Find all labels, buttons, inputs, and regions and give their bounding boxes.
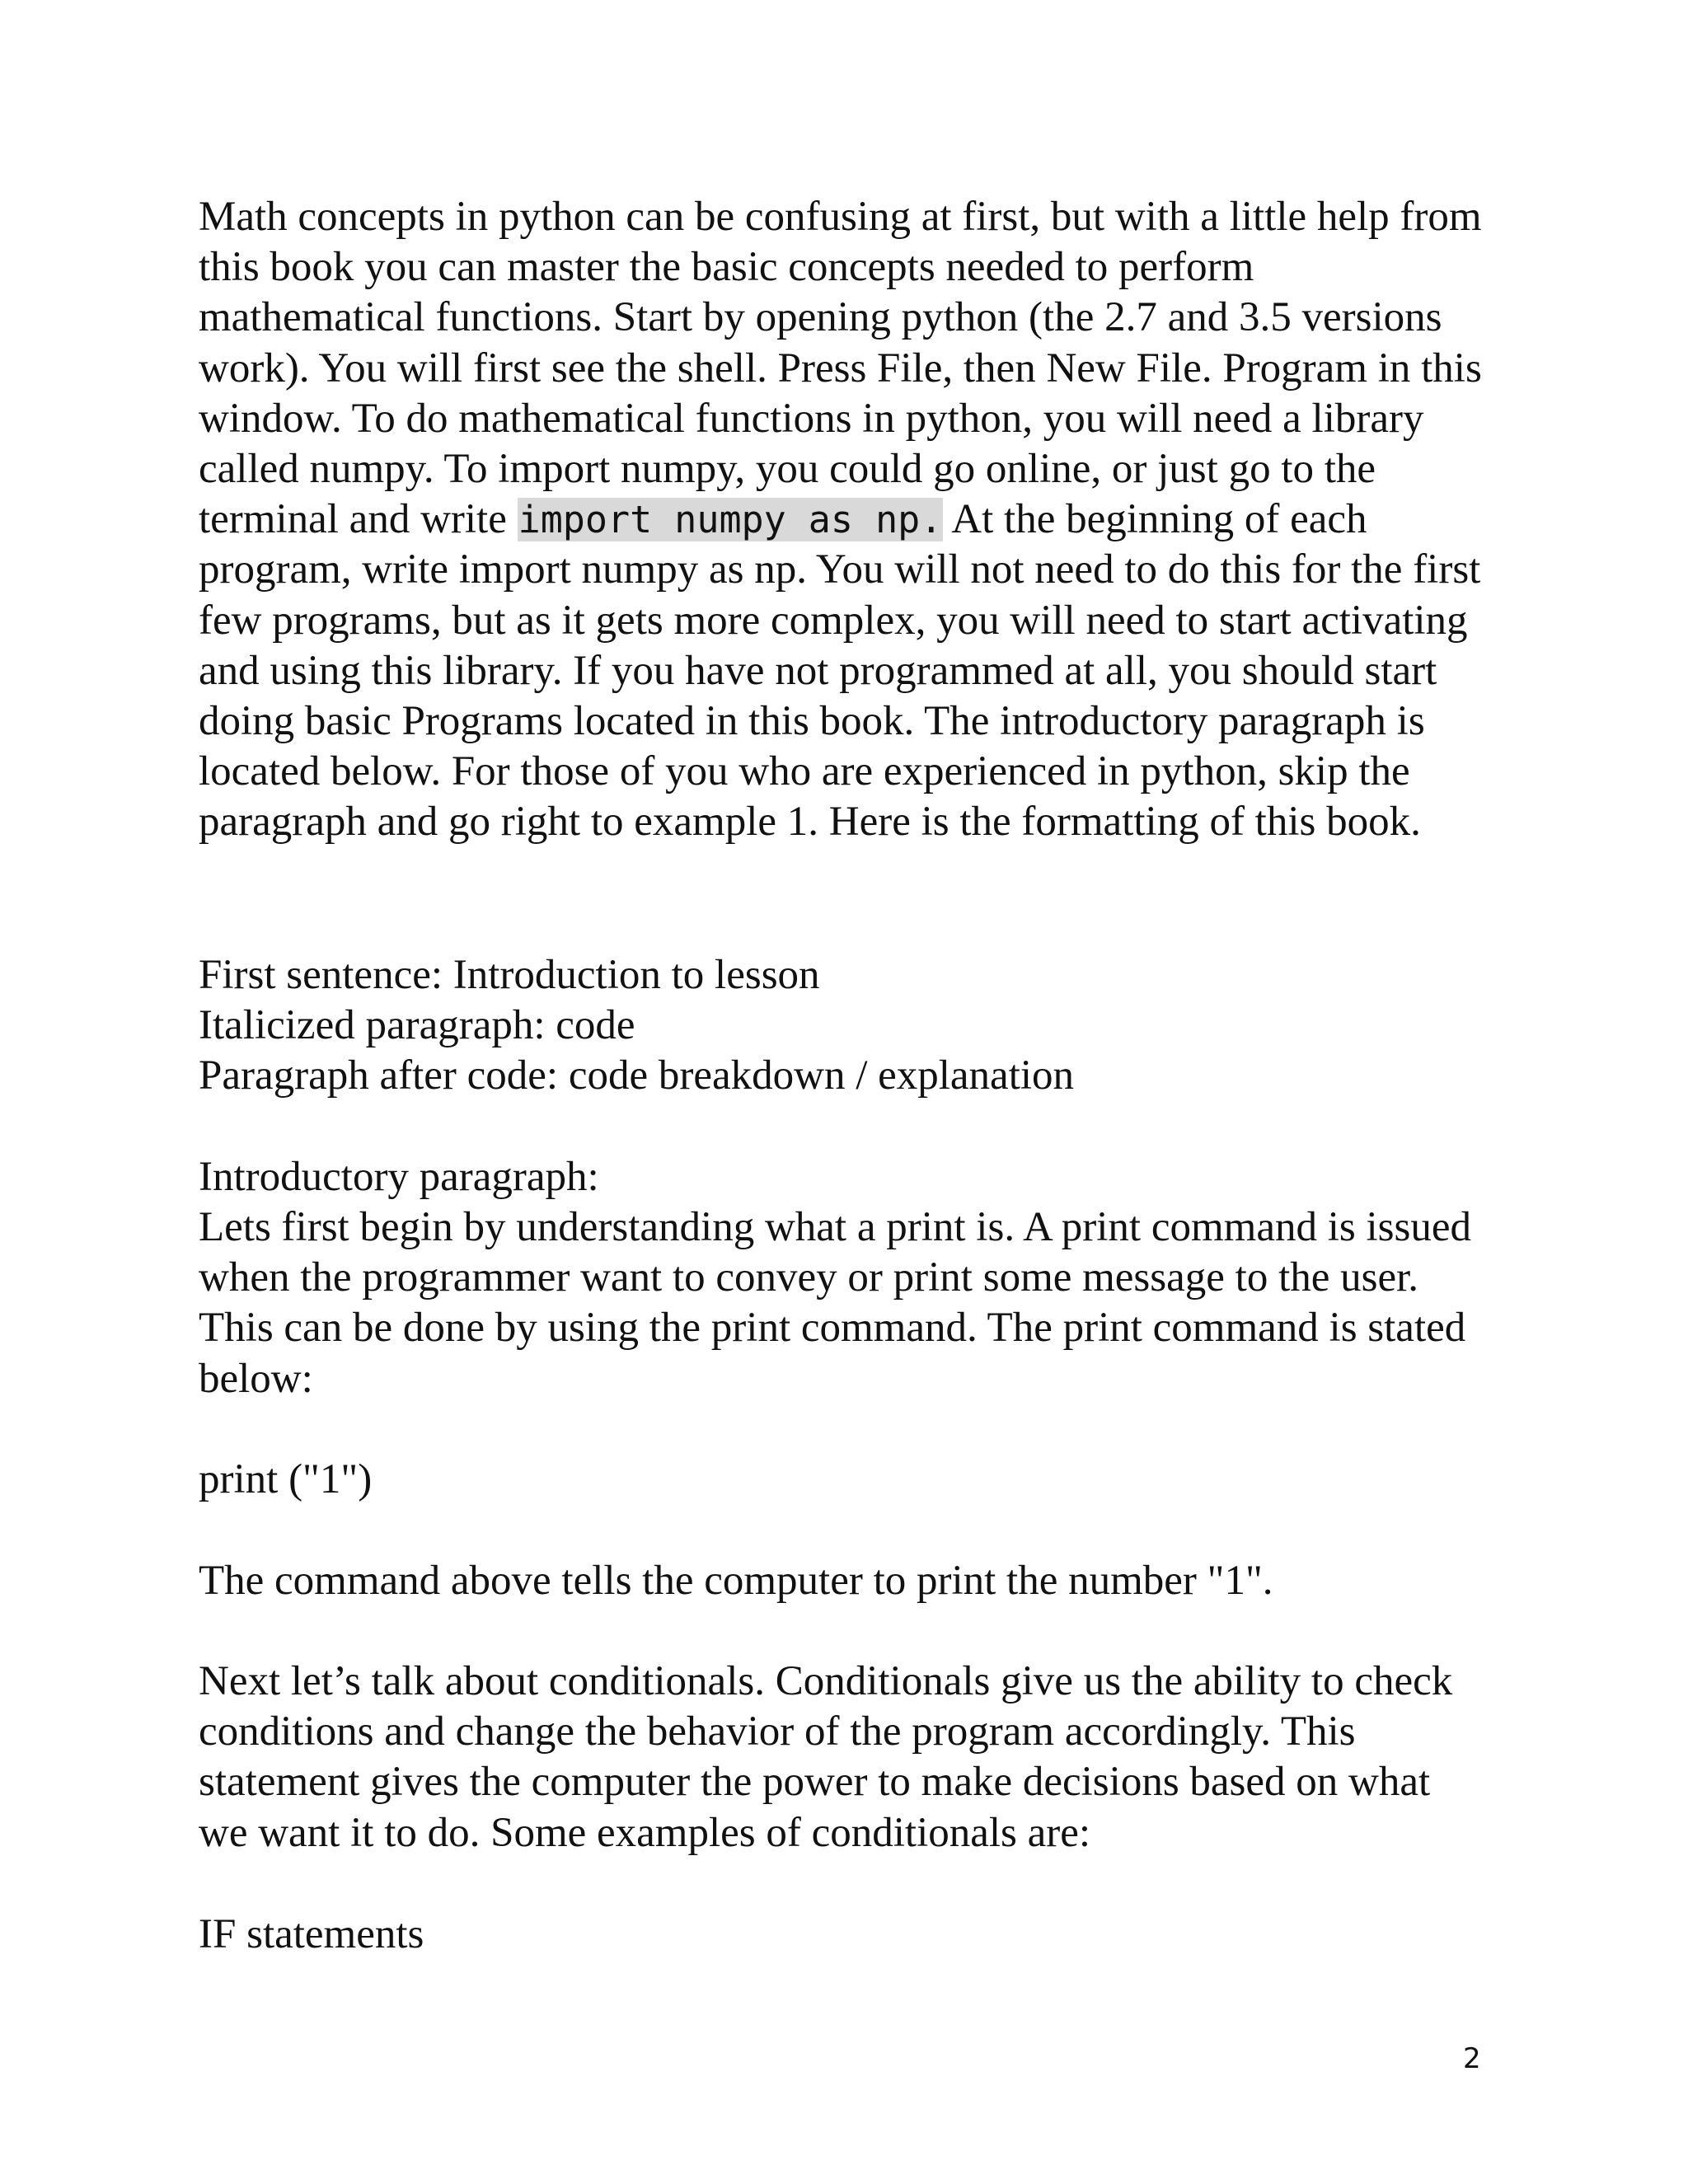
intro-text-after-code: At the beginning of each program, write import numpy as np. You will not need to do this for the first few programs, but as it gets more complex, you will need to start activating and using this library. If you have not programmed at all, you should start doing basic Programs located in this book. The introductory paragraph is located below. For those of you who are experienced in python, skip the paragraph and go right to example 1. Here is the formatting of this book. [199,496,1481,846]
format-list-item-first-sentence: First sentence: Introduction to lesson [199,952,820,998]
intro-text-before-code: Math concepts in python can be confusing at first, but with a little help from this book you can master the basic concepts needed to perform mathematical functions. Start by opening python (the 2.7 and 3.5 versions work). You will first see the shell. Press File, then New File. Program in this window. To do mathematical functions in python, you will need a library called numpy. To import numpy, you could go online, or just go to the terminal and write [199,194,1482,543]
format-list-item-paragraph-after-code: Paragraph after code: code breakdown / explanation [199,1052,1075,1099]
introductory-paragraph-heading: Introductory paragraph: [199,1154,599,1200]
intro-paragraph [199,192,1484,848]
print-explanation: The command above tells the computer to print the number "1". [199,1558,1273,1604]
conditionals-paragraph: Next let’s talk about conditionals. Conditionals give us the ability to check conditions and change the behavior of the program accordingly. This statement gives the computer the power to make decisions based on what we want it to do. Some examples of conditionals are: [199,1658,1453,1856]
if-statements-item: IF statements [199,1911,424,1957]
format-list-item-italicized-paragraph: Italicized paragraph: code [199,1002,635,1048]
page-number: 2 [1463,2042,1481,2075]
print-example: print ("1") [199,1456,373,1502]
print-paragraph: Lets first begin by understanding what a print is. A print command is issued when the programmer want to convey or print some message to the user. This can be done by using the print command. The print command is stated below: [199,1204,1471,1402]
inline-code-import-numpy: import numpy as np. [518,498,943,542]
